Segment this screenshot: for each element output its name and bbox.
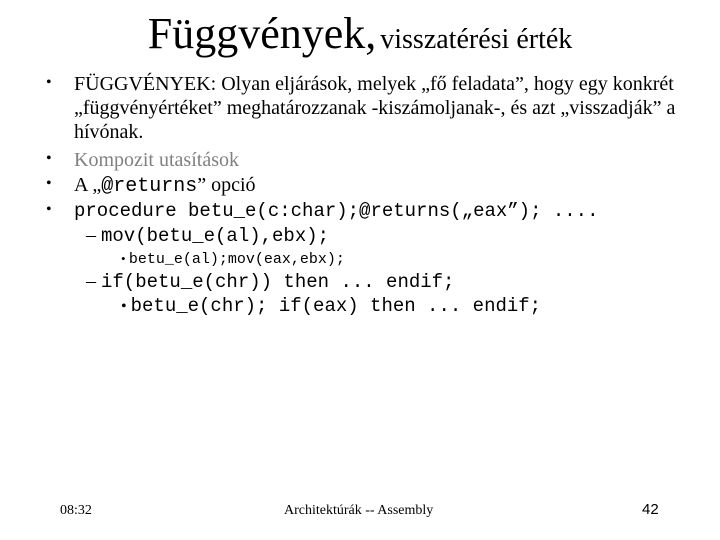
bullet-2-text: Kompozit utasítások [74,149,239,171]
sub-bullet-1 [86,224,329,248]
bullet-3 [46,173,696,199]
slide-title [0,8,720,59]
title-sub: visszatérési érték [380,24,573,55]
sub-bullet-1-code: mov(betu_e(al),ebx); [101,225,330,247]
sub-bullet-2 [86,270,454,294]
sub-bullet-2-code: if(betu_e(chr)) then ... endif; [101,271,455,293]
bullet-3-prefix: A „ [74,174,102,196]
dash: – [86,224,101,246]
title-main: Függvények, [147,9,377,58]
bullet-dot: • [46,150,52,167]
bullet-dot: • [46,201,52,218]
sub-sub-bullet-2-code: betu_e(chr); if(eax) then ... endif; [130,295,542,317]
sub-sub-bullet-2 [121,294,541,318]
bullet-dot: • [121,251,129,266]
footer-time: 08:32 [60,503,92,518]
bullet-3-suffix: ” opció [197,174,256,196]
bullet-4 [46,199,696,223]
bullet-1 [46,72,696,144]
sub-sub-bullet-1-code: betu_e(al);mov(eax,ebx); [128,251,345,268]
bullet-dot: • [46,175,52,192]
bullet-3-code: @returns [101,175,198,198]
bullet-2 [46,148,696,172]
sub-sub-bullet-1 [121,250,345,270]
dash: – [86,270,101,292]
bullet-4-code: procedure betu_e(c:char);@returns(„eax”); .... [74,200,599,222]
page-number: 42 [642,501,659,518]
bullet-dot: • [121,298,131,315]
footer-title: Architektúrák -- Assembly [284,503,434,518]
bullet-dot: • [46,74,52,91]
bullet-3-text [46,173,696,199]
bullet-1-text: FÜGGVÉNYEK: Olyan eljárások, melyek „fő feladata”, hogy egy konkrét „függvényértéket” meghatározzanak -kiszámoljanak-, és azt „visszadják” a hívónak. [74,73,676,143]
